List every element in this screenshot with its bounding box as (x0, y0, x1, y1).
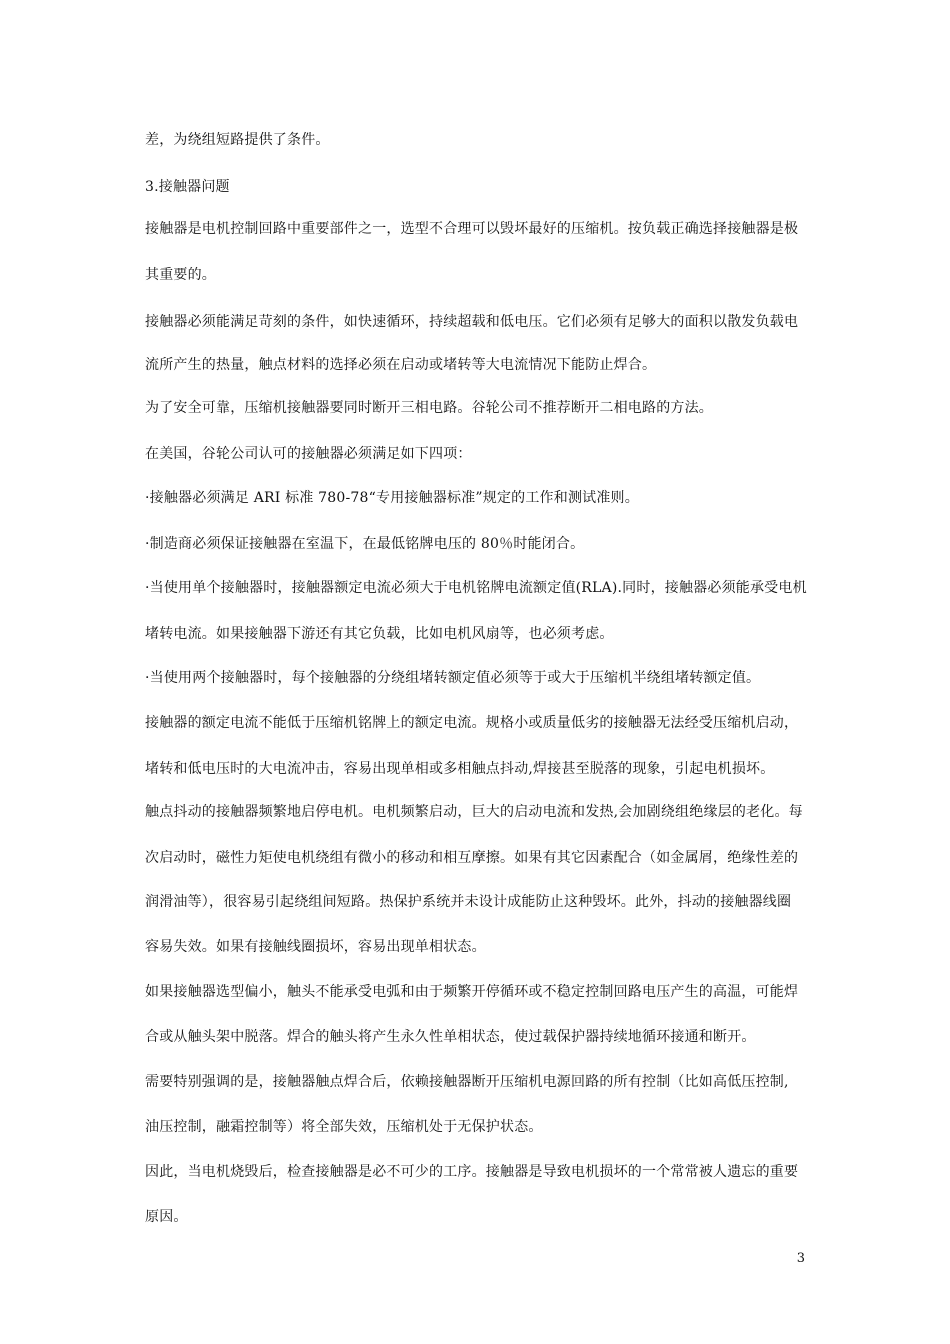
text-line: 合或从触头架中脱落。焊合的触头将产生永久性单相状态，使过载保护器持续地循环接通和断开。 (145, 1029, 756, 1045)
text-line: 因此，当电机烧毁后，检查接触器是必不可少的工序。接触器是导致电机损坏的一个常常被人遗忘的重要 (145, 1164, 799, 1180)
text-line: 触点抖动的接触器频繁地启停电机。电机频繁启动，巨大的启动电流和发热,会加剧绕组绝缘层的老化。每 (145, 804, 803, 820)
text-line: 原因。 (145, 1209, 188, 1225)
text-line: 其重要的。 (145, 267, 216, 283)
bullet-item: ·制造商必须保证接触器在室温下，在最低铭牌电压的 80％时能闭合。 (145, 536, 585, 552)
text-line: 接触器必须能满足苛刻的条件，如快速循环，持续超载和低电压。它们必须有足够大的面积以散发负载电 (145, 314, 799, 330)
text-line: 容易失效。如果有接触线圈损坏，容易出现单相状态。 (145, 939, 486, 955)
bullet-item: ·当使用两个接触器时，每个接触器的分绕组堵转额定值必须等于或大于压缩机半绕组堵转额定值。 (145, 670, 761, 686)
text-line: 流所产生的热量，触点材料的选择必须在启动或堵转等大电流情况下能防止焊合。 (145, 357, 657, 373)
text-line: 堵转电流。如果接触器下游还有其它负载，比如电机风扇等，也必须考虑。 (145, 626, 614, 642)
text-line: 润滑油等），很容易引起绕组间短路。热保护系统并未设计成能防止这种毁坏。此外，抖动的接触器线圈 (145, 894, 792, 910)
text-line: 油压控制，融霜控制等）将全部失效，压缩机处于无保护状态。 (145, 1119, 543, 1135)
page-number: 3 (796, 1251, 805, 1266)
bullet-item: ·当使用单个接触器时，接触器额定电流必须大于电机铭牌电流额定值(RLA).同时，接触器必须能承受电机 (145, 580, 807, 596)
text-line: 接触器是电机控制回路中重要部件之一，选型不合理可以毁坏最好的压缩机。按负载正确选择接触器是极 (145, 221, 799, 237)
bullet-item: ·接触器必须满足 ARI 标准 780-78“专用接触器标准”规定的工作和测试准则。 (145, 490, 639, 506)
section-heading: 3.接触器问题 (145, 179, 230, 195)
text-line: 次启动时，磁性力矩使电机绕组有微小的移动和相互摩擦。如果有其它因素配合（如金属屑，绝缘性差的 (145, 850, 799, 866)
text-line: 为了安全可靠，压缩机接触器要同时断开三相电路。谷轮公司不推荐断开二相电路的方法。 (145, 400, 713, 416)
text-line: 如果接触器选型偏小，触头不能承受电弧和由于频繁开停循环或不稳定控制回路电压产生的高温，可能焊 (145, 984, 799, 1000)
text-line-continuation: 差，为绕组短路提供了条件。 (145, 132, 330, 148)
text-line: 接触器的额定电流不能低于压缩机铭牌上的额定电流。规格小或质量低劣的接触器无法经受压缩机启动， (145, 715, 799, 731)
text-line: 需要特别强调的是，接触器触点焊合后，依赖接触器断开压缩机电源回路的所有控制（比如高低压控制, (145, 1074, 789, 1090)
text-line: 在美国，谷轮公司认可的接触器必须满足如下四项： (145, 446, 472, 462)
text-line: 堵转和低电压时的大电流冲击，容易出现单相或多相触点抖动,焊接甚至脱落的现象，引起电机损坏。 (145, 761, 775, 777)
